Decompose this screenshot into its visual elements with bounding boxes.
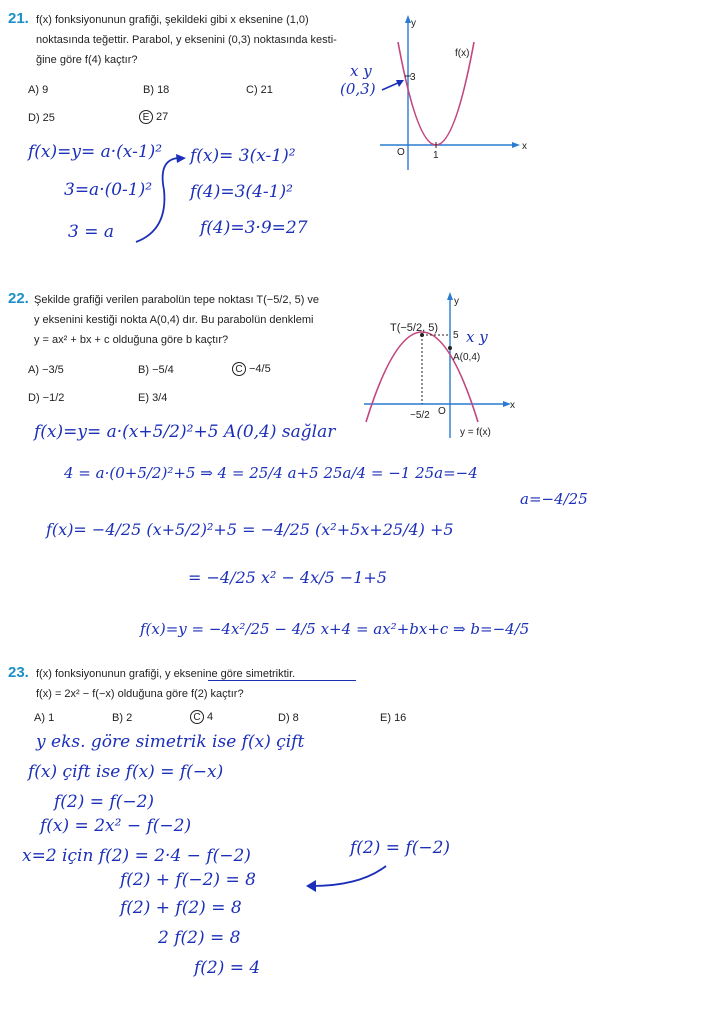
option-value: 18 (157, 84, 170, 96)
handwritten-arrow (382, 82, 400, 90)
q23-option-b[interactable] (112, 712, 132, 724)
q23-side-note: f(2) = f(−2) (350, 838, 451, 858)
option-value: 8 (292, 712, 299, 724)
curve-label: y = f(x) (460, 427, 491, 438)
q23-handwritten-arrow (300, 860, 390, 900)
q21-option-a[interactable] (28, 84, 48, 96)
option-key: A) (28, 84, 39, 96)
bracket-arrow-icon (176, 154, 186, 163)
q23-option-c-selected[interactable] (190, 710, 213, 724)
y-tick-label: 5 (453, 330, 459, 341)
option-value: −5/4 (152, 364, 174, 376)
q22-work-line-6: f(x)=y = −4x²/25 − 4/5 x+4 = ax²+bx+c ⇒ b=−4/5 (140, 620, 530, 638)
q22-work-line-1: f(x)=y= a·(x+5/2)²+5 A(0,4) sağlar (34, 422, 336, 442)
q21-work-line-2: 3=a·(0-1)² (64, 180, 153, 200)
question-23-line-2: f(x) = 2x² − f(−x) olduğuna göre f(2) kaçtır? (36, 688, 244, 700)
q21-work-line-6: f(4)=3·9=27 (200, 218, 308, 238)
q23-work-line-9: f(2) = 4 (194, 958, 261, 978)
handwritten-underline (208, 680, 356, 681)
option-value: 1 (48, 712, 55, 724)
question-23-line-1: f(x) fonksiyonunun grafiği, y eksenine göre simetriktir. (36, 668, 296, 680)
vertex-label: T(−5/2, 5) (390, 322, 438, 334)
point-a-label: A(0,4) (453, 352, 481, 363)
option-key: A) (34, 712, 45, 724)
option-key: B) (143, 84, 154, 96)
option-value: −4/5 (249, 363, 271, 375)
q21-annotation-point: (0,3) (340, 80, 376, 98)
selected-answer-circle: E (139, 110, 153, 124)
q21-work-line-1: f(x)=y= a·(x-1)² (28, 142, 163, 162)
option-value: 4 (207, 711, 214, 723)
x-axis-arrow-icon (512, 142, 520, 148)
question-number-21: 21. (8, 10, 29, 27)
y-axis-label: y (411, 18, 416, 29)
question-21-line-3: ğine göre f(4) kaçtır? (36, 54, 138, 66)
option-key: D) (278, 712, 290, 724)
option-key: B) (138, 364, 149, 376)
q21-work-line-3: 3 = a (68, 222, 115, 242)
x-tick-label: 1 (433, 150, 439, 161)
question-22-line-2: y eksenini kestiği nokta A(0,4) dır. Bu parabolün denklemi (34, 314, 314, 326)
q23-work-line-3: f(2) = f(−2) (54, 792, 155, 812)
q23-option-e[interactable] (380, 712, 406, 724)
y-tick-label: 3 (410, 72, 416, 83)
q21-option-d[interactable] (28, 112, 55, 124)
q22-option-b[interactable] (138, 364, 174, 376)
q23-option-d[interactable] (278, 712, 299, 724)
option-key: B) (112, 712, 123, 724)
q22-option-d[interactable] (28, 392, 64, 404)
q23-work-line-4: f(x) = 2x² − f(−2) (40, 816, 192, 836)
option-value: 9 (42, 84, 49, 96)
q23-work-line-8: 2 f(2) = 8 (158, 928, 241, 948)
option-value: 25 (42, 112, 55, 124)
x-axis-label: x (522, 141, 527, 152)
selected-answer-circle: C (232, 362, 246, 376)
question-22-line-3: y = ax² + bx + c olduğuna göre b kaçtır? (34, 334, 229, 346)
q23-work-line-6: f(2) + f(−2) = 8 (120, 870, 256, 890)
option-key: E) (138, 392, 149, 404)
q23-work-line-5: x=2 için f(2) = 2·4 − f(−2) (22, 846, 251, 866)
option-value: 21 (260, 84, 273, 96)
y-axis-label: y (454, 296, 459, 307)
q22-annotation-xy: x y (466, 328, 488, 346)
y-axis-arrow-icon (447, 292, 453, 300)
option-key: A) (28, 364, 39, 376)
q21-option-c[interactable] (246, 84, 273, 96)
q22-parabola-graph (360, 290, 520, 440)
arrow-head-icon (306, 880, 316, 892)
question-21-line-1: f(x) fonksiyonunun grafiği, şekildeki gibi x eksenine (1,0) (36, 14, 309, 26)
q21-option-e-selected[interactable] (139, 110, 168, 124)
origin-label: O (438, 406, 446, 417)
option-key: D) (28, 392, 40, 404)
option-value: −1/2 (42, 392, 65, 404)
q23-work-line-1: y eks. göre simetrik ise f(x) çift (36, 732, 305, 752)
q22-work-line-3: a=−4/25 (520, 490, 588, 508)
question-22-text (34, 290, 374, 350)
origin-label: O (397, 147, 405, 158)
q21-annotation-xy: x y (350, 62, 372, 80)
question-number-22: 22. (8, 290, 29, 307)
option-value: −3/5 (42, 364, 64, 376)
x-tick-label: −5/2 (410, 410, 430, 421)
q22-option-c-selected[interactable] (232, 362, 271, 376)
q22-work-line-4: f(x)= −4/25 (x+5/2)²+5 = −4/25 (x²+5x+25/4) +5 (46, 520, 454, 539)
q23-work-line-7: f(2) + f(2) = 8 (120, 898, 242, 918)
q21-work-line-5: f(4)=3(4-1)² (190, 182, 293, 202)
option-value: 27 (156, 111, 169, 123)
x-axis-label: x (510, 400, 515, 411)
option-key: C) (246, 84, 258, 96)
curve-label: f(x) (455, 48, 470, 59)
selected-answer-circle: C (190, 710, 204, 724)
question-23-text (36, 664, 396, 704)
q23-work-line-2: f(x) çift ise f(x) = f(−x) (28, 762, 224, 782)
question-number-23: 23. (8, 664, 29, 681)
question-21-line-2: noktasında teğettir. Parabol, y eksenini (0,3) noktasında kesti- (36, 34, 337, 46)
question-22-line-1: Şekilde grafiği verilen parabolün tepe noktası T(−5/2, 5) ve (34, 294, 320, 306)
q21-handwritten-bracket (128, 150, 188, 250)
q22-option-e[interactable] (138, 392, 167, 404)
q23-option-a[interactable] (34, 712, 54, 724)
q22-work-line-5: = −4/25 x² − 4x/5 −1+5 (188, 568, 387, 587)
point-a (448, 346, 452, 350)
q22-option-a[interactable] (28, 364, 64, 376)
option-value: 3/4 (152, 392, 168, 404)
option-key: E) (380, 712, 391, 724)
option-value: 16 (394, 712, 407, 724)
q21-work-line-4: f(x)= 3(x-1)² (190, 146, 296, 166)
q22-work-line-2: 4 = a·(0+5/2)²+5 ⇒ 4 = 25/4 a+5 25a/4 = −1 25a=−4 (64, 464, 478, 482)
option-value: 2 (126, 712, 133, 724)
q21-option-b[interactable] (143, 84, 169, 96)
option-key: D) (28, 112, 40, 124)
